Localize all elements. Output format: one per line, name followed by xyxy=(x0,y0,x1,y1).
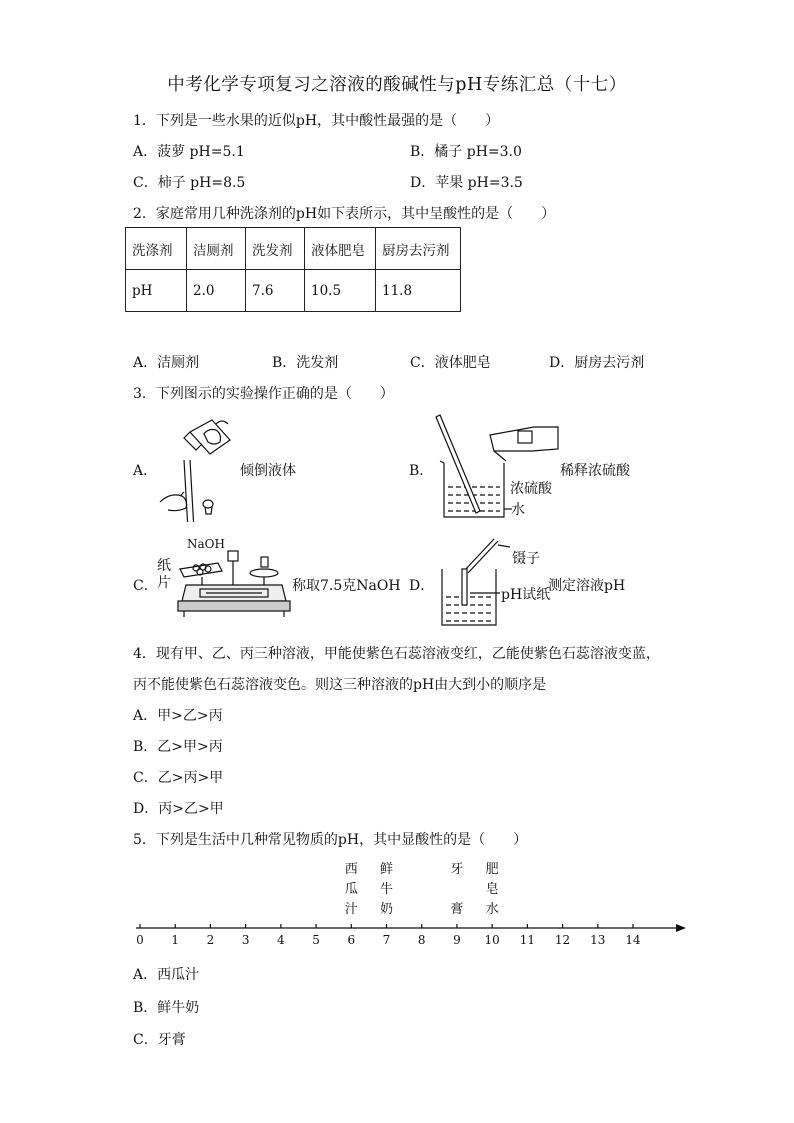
q4-option-b[interactable]: B．乙>甲>丙 xyxy=(133,739,223,755)
q4-option-a[interactable]: A．甲>乙>丙 xyxy=(133,708,223,724)
page-title: 中考化学专项复习之溶液的酸碱性与pH专练汇总（十七） xyxy=(167,75,627,95)
q2-option-d[interactable]: D．厨房去污剂 xyxy=(549,355,645,371)
ph-scale-item-char: 鲜 xyxy=(379,862,393,877)
q3-option-c-caption: 称取7.5克NaOH xyxy=(292,578,401,594)
diluting-acid-illustration xyxy=(428,413,568,523)
q2-option-b[interactable]: B．洗发剂 xyxy=(272,355,339,371)
q1-option-d[interactable]: D．苹果 pH=3.5 xyxy=(410,175,523,191)
paper-label-1: 纸 xyxy=(157,558,171,574)
q5-option-a[interactable]: A．西瓜汁 xyxy=(133,967,200,983)
ph-tick-label: 8 xyxy=(417,933,426,947)
ph-scale-item-char: 西 xyxy=(344,862,358,877)
ph-scale-item-char: 膏 xyxy=(450,902,464,917)
q1-option-a[interactable]: A．菠萝 pH=5.1 xyxy=(133,144,245,160)
table-cell: 洁厕剂 xyxy=(187,228,246,270)
q2-option-c[interactable]: C．液体肥皂 xyxy=(410,355,491,371)
ph-paper-label: pH试纸 xyxy=(501,587,551,603)
q2-stem: 2．家庭常用几种洗涤剂的pH如下表所示，其中呈酸性的是（ ） xyxy=(133,206,556,222)
table-row xyxy=(126,228,461,270)
ph-tick-label: 13 xyxy=(590,933,606,947)
q3-option-b-letter[interactable]: B． xyxy=(409,463,434,479)
balance-scale-illustration xyxy=(172,545,292,625)
paper-label-2: 片 xyxy=(157,575,171,591)
q3-option-b-caption: 稀释浓硫酸 xyxy=(560,463,630,479)
table-cell: 11.8 xyxy=(376,270,461,312)
naoh-label: NaOH xyxy=(187,537,225,551)
table-cell: 2.0 xyxy=(187,270,246,312)
ph-test-illustration xyxy=(436,535,516,630)
ph-scale-item-char: 皂 xyxy=(485,882,499,897)
ph-scale-item-char: 牛 xyxy=(379,882,393,897)
q5-option-b[interactable]: B．鲜牛奶 xyxy=(133,1000,200,1016)
table-cell: 洗发剂 xyxy=(246,228,305,270)
ph-scale-item-char: 瓜 xyxy=(344,882,358,897)
q3-option-a-caption: 倾倒液体 xyxy=(240,463,296,479)
ph-tick-label: 7 xyxy=(382,933,391,947)
ph-tick-label: 6 xyxy=(347,933,356,947)
q2-option-a[interactable]: A．洁厕剂 xyxy=(133,355,200,371)
q5-stem: 5．下列是生活中几种常见物质的pH，其中显酸性的是（ ） xyxy=(133,832,528,848)
ph-tick-label: 5 xyxy=(312,933,320,947)
table-cell: pH xyxy=(126,270,187,312)
q4-option-d[interactable]: D．丙>乙>甲 xyxy=(133,801,224,817)
water-label: 水 xyxy=(511,502,525,518)
table-cell: 洗涤剂 xyxy=(126,228,187,270)
q4-stem-line2: 丙不能使紫色石蕊溶液变色。则这三种溶液的pH由大到小的顺序是 xyxy=(133,677,547,693)
ph-scale-item-char: 牙 xyxy=(450,862,464,877)
q3-option-d-caption: 测定溶液pH xyxy=(548,578,626,594)
table-cell: 10.5 xyxy=(305,270,376,312)
ph-tick-label: 0 xyxy=(136,933,144,947)
ph-tick-label: 1 xyxy=(171,933,180,947)
acid-label: 浓硫酸 xyxy=(510,481,552,497)
q3-option-c-letter[interactable]: C． xyxy=(133,578,158,594)
q5-option-c[interactable]: C．牙膏 xyxy=(133,1032,186,1048)
ph-scale-item-char: 水 xyxy=(485,902,499,917)
q3-option-a-letter[interactable]: A． xyxy=(133,463,158,479)
ph-tick-label: 11 xyxy=(519,933,535,947)
ph-tick-label: 12 xyxy=(554,933,571,947)
ph-scale-item-char: 奶 xyxy=(379,902,393,917)
q3-option-d-letter[interactable]: D． xyxy=(409,578,435,594)
table-row xyxy=(126,270,461,312)
q4-stem-line1: 4．现有甲、乙、丙三种溶液，甲能使紫色石蕊溶液变红，乙能使紫色石蕊溶液变蓝， xyxy=(133,646,660,662)
q1-option-c[interactable]: C．柿子 pH=8.5 xyxy=(133,175,246,191)
q3-stem: 3．下列图示的实验操作正确的是（ ） xyxy=(133,386,394,402)
ph-tick-label: 9 xyxy=(453,933,461,947)
table-cell: 7.6 xyxy=(246,270,305,312)
ph-scale-item-char: 肥 xyxy=(485,862,499,877)
table-cell: 厨房去污剂 xyxy=(376,228,461,270)
q1-option-b[interactable]: B．橘子 pH=3.0 xyxy=(410,144,522,160)
ph-tick-label: 2 xyxy=(206,933,215,947)
ph-scale-item-char: 汁 xyxy=(344,902,358,917)
tweezers-label: 镊子 xyxy=(512,551,540,567)
ph-tick-label: 14 xyxy=(625,933,641,947)
q4-option-c[interactable]: C．乙>丙>甲 xyxy=(133,770,224,786)
table-cell: 液体肥皂 xyxy=(305,228,376,270)
pouring-liquid-illustration xyxy=(150,412,240,522)
q2-ph-table xyxy=(125,227,461,312)
ph-tick-label: 4 xyxy=(277,933,285,947)
ph-tick-label: 3 xyxy=(241,933,250,947)
q1-stem: 1．下列是一些水果的近似pH，其中酸性最强的是（ ） xyxy=(133,113,500,129)
ph-tick-label: 10 xyxy=(484,933,500,947)
